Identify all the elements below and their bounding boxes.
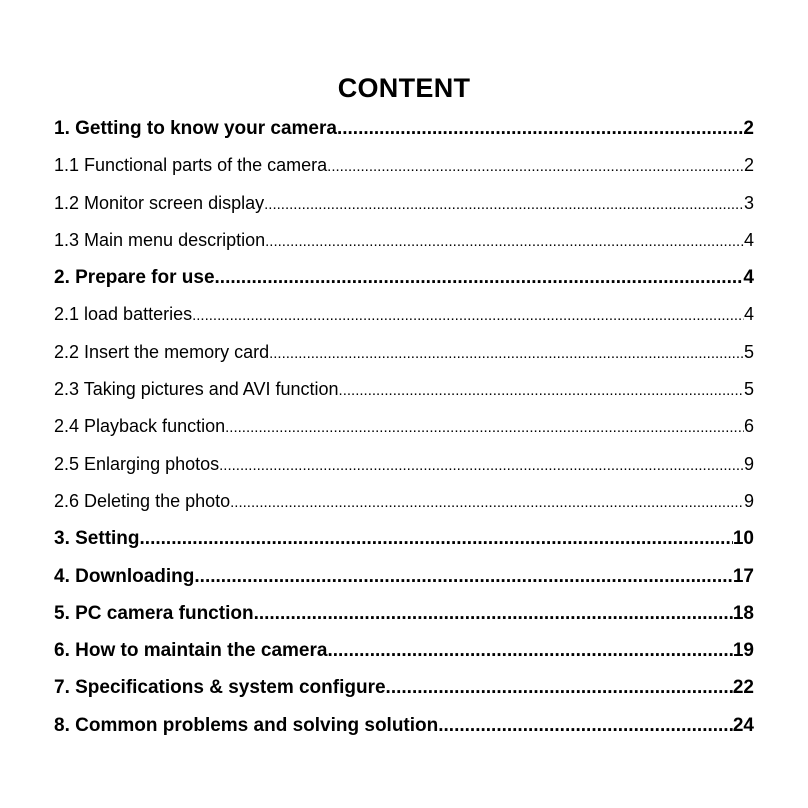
toc-entry (54, 259, 754, 296)
toc-entry (54, 408, 754, 445)
toc-entry-title: 5. PC camera function (54, 602, 254, 624)
toc-entry-page: 5 (743, 379, 754, 400)
toc-entry-page: 3 (743, 192, 754, 213)
toc-entry (54, 707, 754, 744)
toc-entry-title: 6. How to maintain the camera (54, 640, 328, 662)
toc-dot-leader (264, 185, 744, 222)
toc-dot-leader (337, 110, 743, 147)
toc-entry-title: 2.1 load batteries (54, 304, 193, 325)
toc-entry-title: 3. Setting (54, 528, 140, 550)
toc-entry (54, 632, 754, 669)
toc-dot-leader (269, 334, 744, 371)
toc-entry-title: 2.4 Playback function (54, 416, 226, 437)
toc-entry (54, 446, 754, 483)
toc-entry (54, 558, 754, 595)
toc-dot-leader (254, 595, 733, 632)
toc-entry-title: 8. Common problems and solving solution (54, 714, 439, 736)
toc-dot-leader (215, 259, 744, 296)
toc-entry-page: 9 (743, 453, 754, 474)
toc-entry (54, 222, 754, 259)
toc-dot-leader (230, 483, 744, 520)
toc-entry-page: 9 (743, 490, 754, 511)
toc-dot-leader (339, 371, 744, 408)
toc-entry (54, 296, 754, 333)
toc-entry-page: 18 (732, 602, 754, 624)
toc-entry-title: 1.1 Functional parts of the camera (54, 155, 328, 176)
toc-entry (54, 110, 754, 147)
toc-entry-page: 22 (732, 677, 754, 699)
toc-entry-title: 2.2 Insert the memory card (54, 341, 270, 362)
toc-entry (54, 334, 754, 371)
toc-dot-leader (386, 669, 733, 706)
toc-entry-page: 4 (743, 304, 754, 325)
toc-entry (54, 520, 754, 557)
toc-dot-leader (194, 558, 732, 595)
toc-entry (54, 185, 754, 222)
toc-entry (54, 669, 754, 706)
toc-dot-leader (265, 222, 744, 259)
toc-entry-page: 17 (732, 565, 754, 587)
toc-dot-leader (438, 707, 733, 744)
toc-entry (54, 371, 754, 408)
toc-entry-title: 2.3 Taking pictures and AVI function (54, 379, 339, 400)
toc-entry-title: 2. Prepare for use (54, 267, 215, 289)
toc-dot-leader (140, 520, 733, 557)
toc-entry-page: 24 (732, 714, 754, 736)
toc-entry (54, 483, 754, 520)
toc-dot-leader (219, 446, 744, 483)
toc-entry-page: 5 (743, 341, 754, 362)
toc-dot-leader (327, 147, 744, 184)
toc-entry-title: 1. Getting to know your camera (54, 118, 337, 139)
toc-dot-leader (192, 296, 744, 333)
toc-entry-page: 10 (732, 528, 754, 550)
toc-entry-page: 6 (743, 416, 754, 437)
toc-entry-page: 4 (743, 267, 754, 289)
toc-entry-page: 4 (743, 229, 754, 250)
page-title: CONTENT (337, 73, 471, 103)
toc-entry-page: 19 (732, 640, 754, 662)
toc-entry-title: 2.6 Deleting the photo (54, 490, 231, 511)
toc-dot-leader (327, 632, 732, 669)
table-of-contents (54, 110, 754, 744)
toc-entry-title: 2.5 Enlarging photos (54, 453, 220, 474)
toc-entry-page: 2 (743, 155, 754, 176)
toc-entry-title: 4. Downloading (54, 565, 195, 587)
toc-entry-title: 7. Specifications & system configure (54, 677, 386, 699)
toc-entry-title: 1.3 Main menu description (54, 229, 266, 250)
toc-dot-leader (225, 408, 744, 445)
toc-entry-page: 2 (743, 118, 754, 139)
toc-entry-title: 1.2 Monitor screen display (54, 192, 265, 213)
toc-entry (54, 147, 754, 184)
toc-entry (54, 595, 754, 632)
